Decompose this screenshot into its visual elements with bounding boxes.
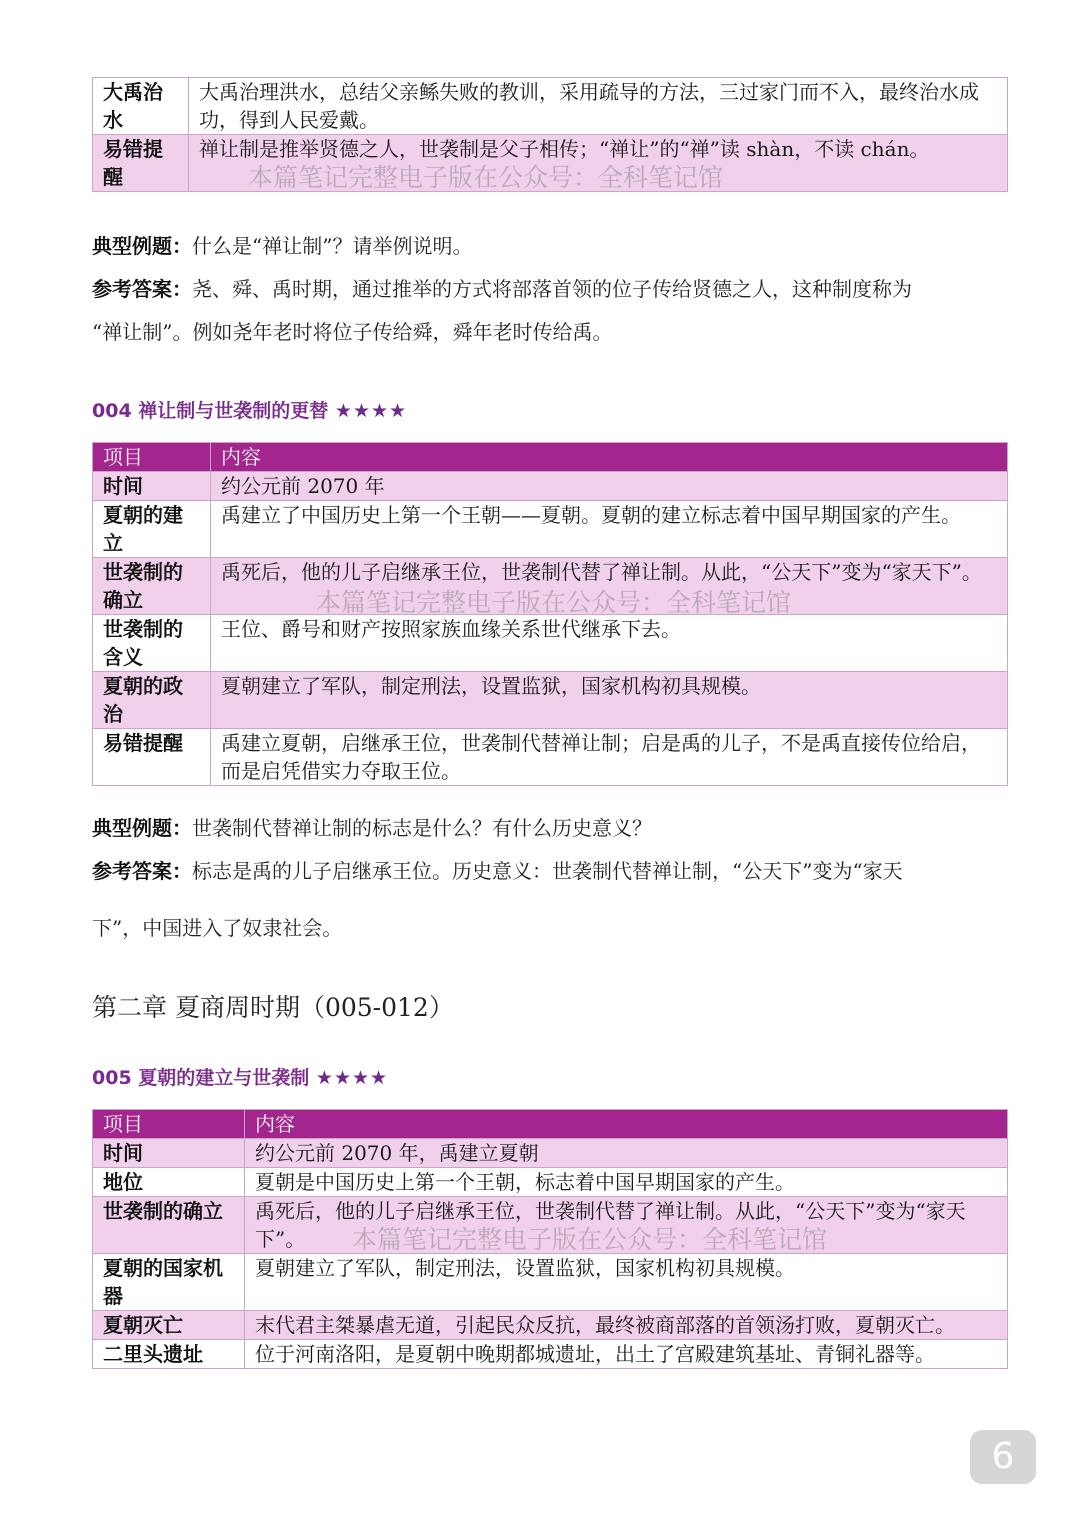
row-value: 约公元前 2070 年 [211,472,1008,501]
table-row [93,1254,1008,1311]
chapter-heading: 第二章 夏商周时期（005-012） [92,993,454,1022]
row-value: 位于河南洛阳，是夏朝中晚期都城遗址，出土了宫殿建筑基址、青铜礼器等。 [245,1340,1008,1369]
answer-label: 参考答案： [92,859,192,883]
row-value: 夏朝是中国历史上第一个王朝，标志着中国早期国家的产生。 [245,1168,1008,1197]
question-text: 什么是“禅让制”？请举例说明。 [192,234,473,258]
row-key: 地位 [93,1168,245,1197]
table-row [93,1311,1008,1340]
header-content: 内容 [245,1110,1008,1139]
row-value: 约公元前 2070 年，禹建立夏朝 [245,1139,1008,1168]
row-value: 禹死后，他的儿子启继承王位，世袭制代替了禅让制。从此，“公天下”变为“家天下”。 [245,1197,1008,1254]
row-key: 世袭制的含义 [93,615,211,672]
table-row [93,615,1008,672]
section-title-005 [92,1063,388,1090]
table-row [93,135,1008,192]
table-row [93,729,1008,786]
star-rating: ★★★★ [334,400,408,422]
watermark: 本篇笔记完整电子版在公众号：全科笔记馆 [352,1225,828,1254]
section-title-004 [92,396,407,423]
example-question [92,812,1008,841]
row-key: 夏朝的政治 [93,672,211,729]
question-label: 典型例题： [92,816,192,840]
table-row [93,1168,1008,1197]
row-key: 世袭制的确立 [93,558,211,615]
table-row [93,1340,1008,1369]
row-value: 禅让制是推举贤德之人，世袭制是父子相传；“禅让”的“禅”读 shàn，不读 chán。 [189,135,1008,192]
row-key: 易错提醒 [93,729,211,786]
row-value: 夏朝建立了军队，制定刑法，设置监狱，国家机构初具规模。 [245,1254,1008,1311]
row-key: 夏朝的建立 [93,501,211,558]
table-005 [92,1109,1008,1369]
row-key: 时间 [93,472,211,501]
table-row [93,1139,1008,1168]
page-number-badge: 6 [970,1430,1036,1484]
row-value: 大禹治理洪水，总结父亲鲧失败的教训，采用疏导的方法，三过家门而不入，最终治水成功，得到人民爱戴。 [189,78,1008,135]
table-row [93,558,1008,615]
table-top [92,77,1008,192]
section-title-text: 004 禅让制与世袭制的更替 [92,400,335,422]
header-content: 内容 [211,443,1008,472]
answer-text-cont: 下”，中国进入了奴隶社会。 [92,916,343,940]
star-rating: ★★★★ [315,1067,389,1089]
header-item: 项目 [93,1110,245,1139]
answer-text-cont: “禅让制”。例如尧年老时将位子传给舜，舜年老时传给禹。 [92,320,613,344]
row-value: 禹死后，他的儿子启继承王位，世袭制代替了禅让制。从此，“公天下”变为“家天下”。 [211,558,1008,615]
row-key: 二里头遗址 [93,1340,245,1369]
header-item: 项目 [93,443,211,472]
section-title-text: 005 夏朝的建立与世袭制 [92,1067,316,1089]
answer-text: 标志是禹的儿子启继承王位。历史意义：世袭制代替禅让制，“公天下”变为“家天 [192,859,903,883]
reference-answer [92,855,1008,884]
table-row [93,501,1008,558]
row-value: 禹建立夏朝，启继承王位，世袭制代替禅让制；启是禹的儿子，不是禹直接传位给启，而是启凭借实力夺取王位。 [211,729,1008,786]
table-row [93,1197,1008,1254]
watermark: 本篇笔记完整电子版在公众号：全科笔记馆 [316,588,792,617]
row-value: 夏朝建立了军队，制定刑法，设置监狱，国家机构初具规模。 [211,672,1008,729]
table-header [93,443,1008,472]
row-value: 王位、爵号和财产按照家族血缘关系世代继承下去。 [211,615,1008,672]
row-value: 禹建立了中国历史上第一个王朝——夏朝。夏朝的建立标志着中国早期国家的产生。 [211,501,1008,558]
reference-answer [92,273,1008,302]
row-key: 世袭制的确立 [93,1197,245,1254]
example-question [92,230,1008,259]
table-row [93,472,1008,501]
row-key: 大禹治水 [93,78,189,135]
row-value: 末代君主桀暴虐无道，引起民众反抗，最终被商部落的首领汤打败，夏朝灭亡。 [245,1311,1008,1340]
question-text: 世袭制代替禅让制的标志是什么？有什么历史意义？ [192,816,652,840]
table-header [93,1110,1008,1139]
watermark: 本篇笔记完整电子版在公众号：全科笔记馆 [248,163,724,192]
table-row [93,672,1008,729]
row-key: 时间 [93,1139,245,1168]
row-key: 夏朝灭亡 [93,1311,245,1340]
table-004 [92,442,1008,786]
row-key: 夏朝的国家机器 [93,1254,245,1311]
answer-label: 参考答案： [92,277,192,301]
answer-text: 尧、舜、禹时期，通过推举的方式将部落首领的位子传给贤德之人，这种制度称为 [192,277,912,301]
question-label: 典型例题： [92,234,192,258]
row-key: 易错提醒 [93,135,189,192]
table-row [93,78,1008,135]
